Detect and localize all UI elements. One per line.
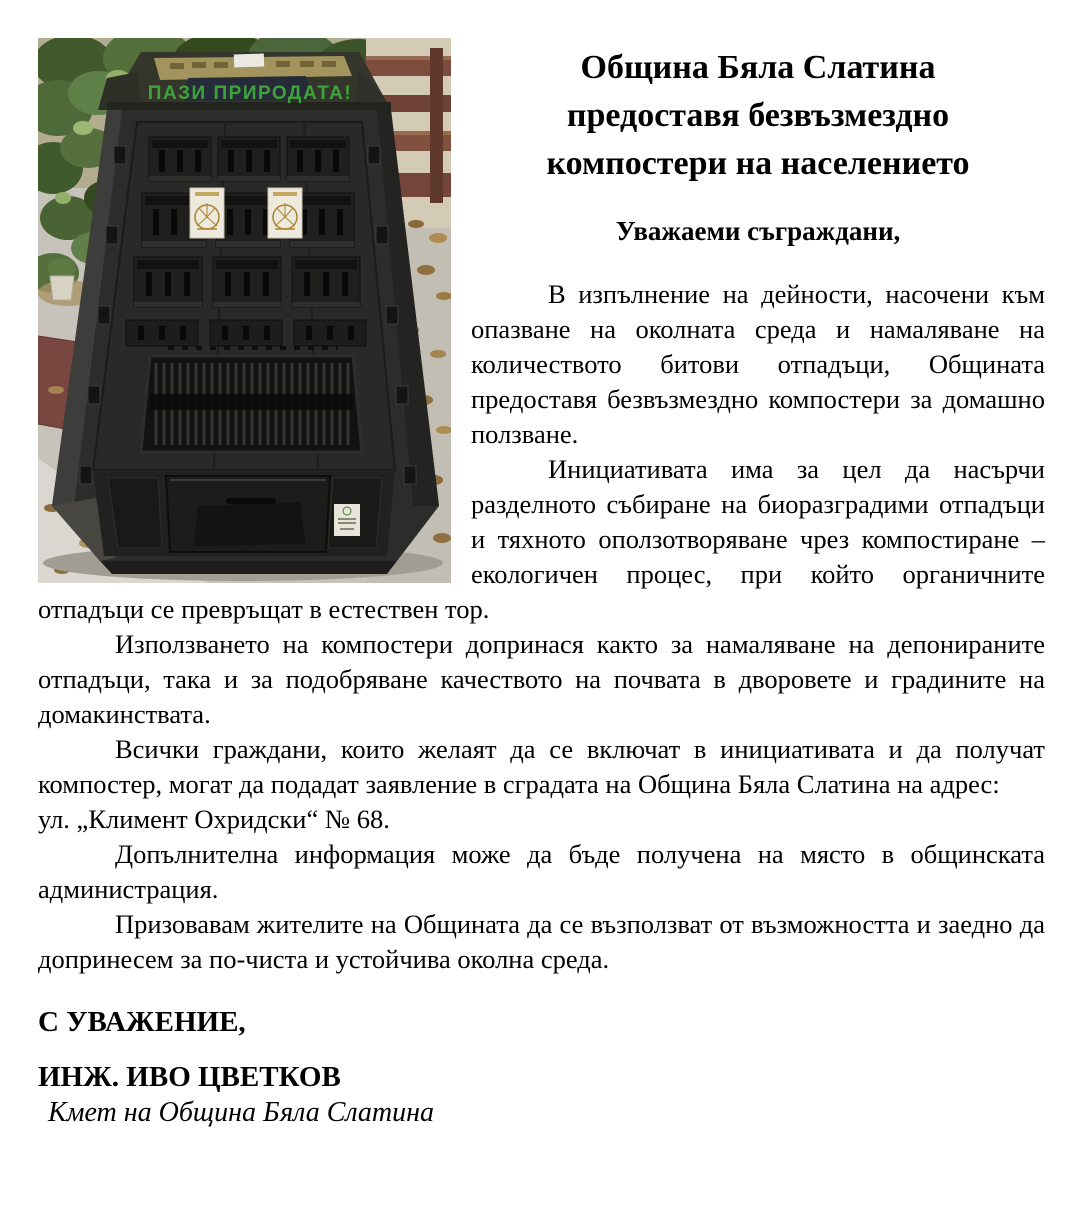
signature-name: ИНЖ. ИВО ЦВЕТКОВ bbox=[38, 1061, 341, 1093]
composter-photo bbox=[38, 38, 451, 583]
closing: С УВАЖЕНИЕ, bbox=[38, 1006, 246, 1038]
municipal-sticker bbox=[268, 188, 302, 238]
paragraph-3: Използването на компостери допринася както за намаляване на депонираните отпадъци, така и за подобряване качеството на почвата в дворовете и градините на домакинствата. bbox=[38, 629, 1045, 729]
composter-lid bbox=[98, 52, 391, 110]
page-title-text: Община Бяла Слатина предоставя безвъзмездно компостери на населението bbox=[546, 49, 970, 182]
paragraph-4: Всички граждани, които желаят да се включат в инициативата и да получат компостер, могат да подадат заявление в сградата на Община Бяла Слатина на адрес: bbox=[38, 734, 1045, 799]
page-title bbox=[471, 44, 1045, 188]
composter bbox=[52, 52, 439, 574]
salutation: Уважаеми съграждани, bbox=[615, 216, 901, 246]
bottom-door bbox=[93, 470, 395, 556]
lid-sticker bbox=[234, 53, 264, 67]
grille bbox=[141, 348, 362, 452]
signature-role: Кмет на Община Бяла Слатина bbox=[48, 1097, 435, 1128]
paragraph-6: Допълнителна информация може да бъде получена на място в общинската администрация. bbox=[38, 839, 1045, 904]
door-sticker bbox=[334, 504, 360, 536]
municipal-sticker bbox=[190, 188, 224, 238]
composter-scene bbox=[38, 38, 451, 583]
paragraph-7: Призовавам жителите на Общината да се възползват от възможността и заедно да допринесем за по-чиста и устойчива околна среда. bbox=[38, 909, 1045, 974]
address-line: ул. „Климент Охридски“ № 68. bbox=[38, 804, 390, 834]
lid-sign-text: ПАЗИ ПРИРОДАТА! bbox=[147, 83, 353, 104]
paragraph-1: В изпълнение на дейности, насочени към опазване на околната среда и намаляване на количеството битови отпадъци, Общината предоставя безвъзмездно компостери за домашно ползване. bbox=[471, 279, 1045, 449]
paragraph-2: Инициативата има за цел да насърчи разделното събиране на биоразградими отпадъци и тяхното оползотворяване чрез компостиране – екологичен процес, при който органичните отпадъци се превръщат в естествен тор. bbox=[38, 454, 1045, 624]
